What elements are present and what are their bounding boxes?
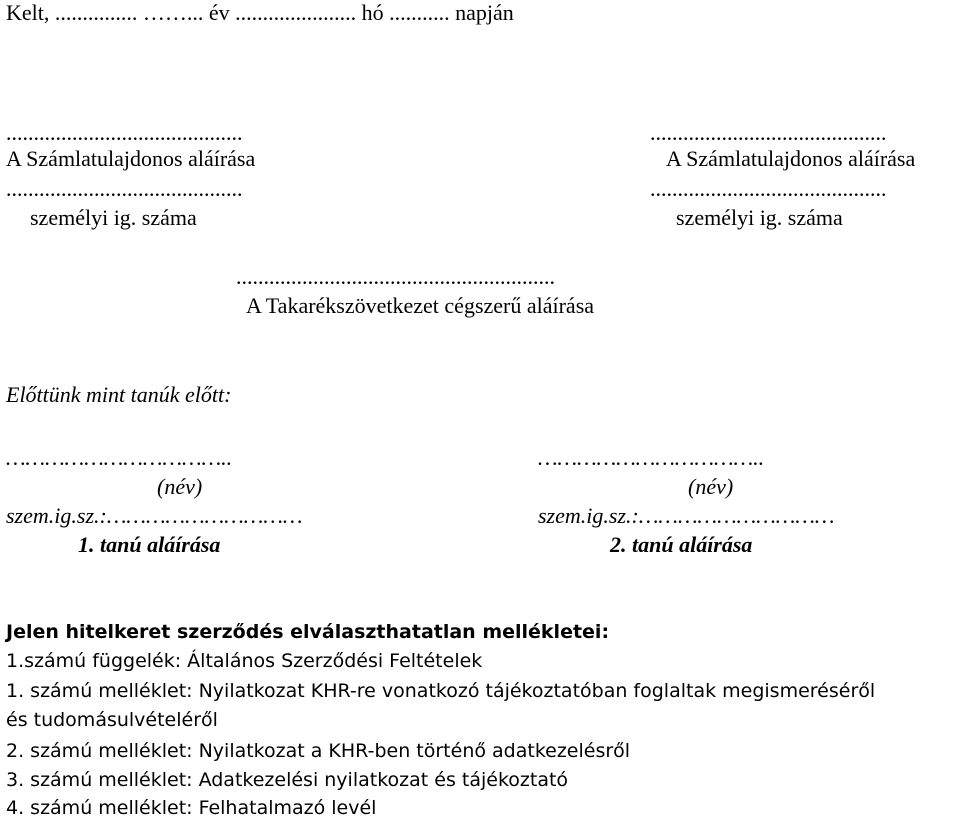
company-signature-line: ..........................................................: [236, 264, 555, 289]
annex-item: 1.számú függelék: Általános Szerződési Feltételek: [6, 650, 483, 672]
witness1-name-line: ……………………………..: [6, 445, 233, 470]
date-line: Kelt, ............... ……... év ...................... hó ........... napján: [6, 0, 514, 25]
annex-item: 1. számú melléklet: Nyilatkozat KHR-re vonatkozó tájékoztatóban foglaltak megismeréséről: [6, 680, 876, 702]
holder2-signature-label: A Számlatulajdonos aláírása: [666, 146, 916, 171]
holder2-signature-line: ...........................................: [650, 120, 887, 145]
witness1-signature-label: 1. tanú aláírása: [78, 532, 221, 557]
annex-item-continuation: és tudomásulvételéről: [6, 709, 218, 731]
company-signature-label: A Takarékszövetkezet cégszerű aláírása: [246, 293, 595, 318]
witness2-id-line: szem.ig.sz.:…………………………: [538, 503, 835, 528]
witness1-name-label: (név): [157, 474, 203, 499]
holder1-signature-label: A Számlatulajdonos aláírása: [6, 146, 256, 171]
holder1-id-line: ...........................................: [6, 176, 243, 201]
annex-item: 3. számú melléklet: Adatkezelési nyilatkozat és tájékoztató: [6, 769, 569, 791]
witness1-id-line: szem.ig.sz.:…………………………: [6, 503, 303, 528]
witness2-name-label: (név): [688, 474, 734, 499]
annex-item: 2. számú melléklet: Nyilatkozat a KHR-ben történő adatkezelésről: [6, 740, 631, 762]
annexes-heading: Jelen hitelkeret szerződés elválaszthatatlan mellékletei:: [6, 621, 610, 643]
witness2-signature-label: 2. tanú aláírása: [610, 532, 753, 557]
holder1-id-label: személyi ig. száma: [30, 205, 197, 230]
holder2-id-line: ...........................................: [650, 176, 887, 201]
annex-item: 4. számú melléklet: Felhatalmazó levél: [6, 797, 377, 819]
witness2-name-line: ……………………………..: [538, 445, 765, 470]
witnesses-heading: Előttünk mint tanúk előtt:: [6, 382, 232, 407]
holder2-id-label: személyi ig. száma: [676, 205, 843, 230]
holder1-signature-line: ...........................................: [6, 120, 243, 145]
